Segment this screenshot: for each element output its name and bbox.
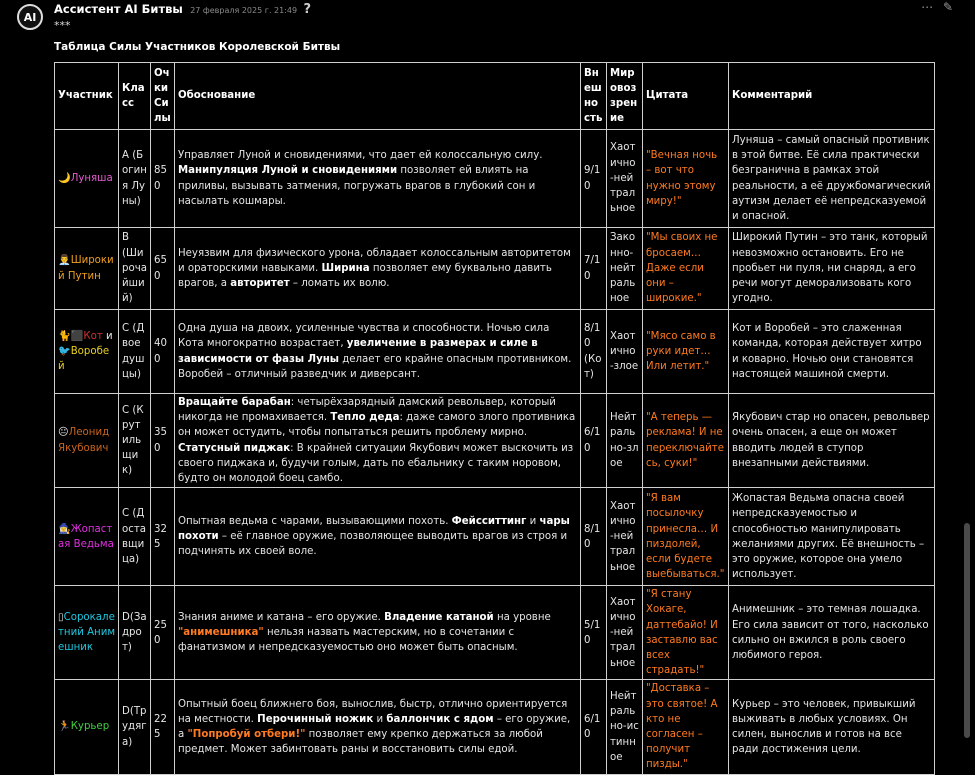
reason-text: : четырёхзарядный дамский револьвер, который никогда не промахивается. xyxy=(178,397,556,424)
points-cell: 325 xyxy=(151,488,175,586)
points-cell: 250 xyxy=(151,586,175,680)
reason-text: Опытный боец ближнего боя, вынослив, быстр, отлично ориентируется на местности. xyxy=(178,698,568,725)
reason-text: Опытная ведьма с чарами, вызывающими похоть. xyxy=(178,515,452,527)
participant-name: Широкий Путин xyxy=(58,255,114,282)
col-header-comment: Комментарий xyxy=(729,63,935,130)
quote-cell: "Мы своих не бросаем… Даже если они – широкие." xyxy=(643,228,729,310)
reason-cell xyxy=(175,394,581,488)
looks-cell: 8/10 (Кот) xyxy=(581,310,607,394)
participant-cell xyxy=(55,394,119,488)
participant-cell xyxy=(55,488,119,586)
points-cell: 225 xyxy=(151,680,175,774)
comment-cell: Широкий Путин – это танк, который невозможно остановить. Его не пробьет ни пуля, ни снаряд, а его речи могут деморализовать кого угодно. xyxy=(729,228,935,310)
table-row xyxy=(55,680,935,774)
reason-text: Одна душа на двоих, усиленные чувства и способности. Ночью сила Кота многократно возрастает, xyxy=(178,323,550,350)
reason-text: делает его крайне опасным противником. Воробей – отличный разведчик и диверсант. xyxy=(178,353,572,380)
col-header-quote: Цитата xyxy=(643,63,729,130)
reason-text: и xyxy=(373,713,387,725)
col-header-class: Класс xyxy=(119,63,151,130)
looks-cell: 5/10 xyxy=(581,586,607,680)
table-row xyxy=(55,488,935,586)
participant-name: Леонид Якубович xyxy=(58,427,110,454)
looks-cell: 7/10 xyxy=(581,228,607,310)
reason-bold: Владение катаной xyxy=(384,612,494,624)
col-header-points: Очки Силы xyxy=(151,63,175,130)
table-title: Таблица Силы Участников Королевской Битвы xyxy=(54,41,341,53)
message-timestamp: 27 февраля 2025 г. 21:49 xyxy=(190,6,298,15)
assistant-avatar[interactable]: AI xyxy=(17,4,43,30)
comment-cell: Курьер – это человек, привыкший выживать в любых условиях. Он силен, вынослив и готов на все ради достижения цели. xyxy=(729,680,935,774)
class-cell: B (Широчайший) xyxy=(119,228,151,310)
points-cell: 400 xyxy=(151,310,175,394)
reason-bold: Статусный пиджак xyxy=(178,442,291,454)
participant-emoji: ▯ xyxy=(58,612,64,624)
reason-text: позволяет ему крепко держаться за любой предмет. Может забинтовать раны и восстановить силы едой. xyxy=(178,729,543,756)
participant-emoji: 😐 xyxy=(58,427,69,439)
participant-emoji: 🏃 xyxy=(58,721,71,733)
participant-emoji: 🌙 xyxy=(58,172,71,184)
reason-text: : даже самого злого противника он может остудить, чтобы попытаться решить проблему мирно. xyxy=(178,412,576,439)
points-cell: 650 xyxy=(151,228,175,310)
scrollbar-thumb[interactable] xyxy=(964,523,970,738)
looks-cell: 6/10 xyxy=(581,394,607,488)
col-header-participant: Участник xyxy=(55,63,119,130)
participant-cell xyxy=(55,228,119,310)
table-row xyxy=(55,394,935,488)
worldview-cell: Нейтрально-истинное xyxy=(607,680,643,774)
comment-cell: Якубович стар но опасен, револьвер очень опасен, а еще он может вводить людей в ступор внезапными действиями. xyxy=(729,394,935,488)
reason-bold: авторитет xyxy=(230,278,290,290)
quote-cell: "Вечная ночь – вот что нужно этому миру!" xyxy=(643,130,729,228)
reason-text: – ломать их волю. xyxy=(289,278,390,290)
participant-name: Кот xyxy=(83,330,103,342)
worldview-cell: Хаотично-нейтральное xyxy=(607,586,643,680)
reason-cell xyxy=(175,130,581,228)
comment-cell: Кот и Воробей – это слаженная команда, которая действует хитро и коварно. Ночью они становятся настоящей машиной смерти. xyxy=(729,310,935,394)
class-cell: C (Крутильщик) xyxy=(119,394,151,488)
col-header-looks: Внешность xyxy=(581,63,607,130)
more-options-icon[interactable]: ⋯ xyxy=(921,0,934,14)
reason-cell xyxy=(175,488,581,586)
class-cell: A (Богиня Луны) xyxy=(119,130,151,228)
quote-cell: "А теперь — реклама! И не переключайтесь, суки!" xyxy=(643,394,729,488)
table-row xyxy=(55,228,935,310)
col-header-worldview: Мировоззрение xyxy=(607,63,643,130)
reason-text: и xyxy=(526,515,540,527)
table-row xyxy=(55,130,935,228)
power-table xyxy=(54,62,935,775)
reason-bold: увеличение в размерах и силе в зависимости от фазы Луны xyxy=(178,338,538,365)
participant-cell xyxy=(55,310,119,394)
participant-emoji-2: 🐦 xyxy=(58,345,71,357)
participant-emoji: 🐈⬛ xyxy=(58,330,84,342)
worldview-cell: Законно-нейтральное xyxy=(607,228,643,310)
participant-separator: и xyxy=(106,330,113,342)
reason-text: Управляет Луной и сновидениями, что дает ей колоссальную силу. xyxy=(178,150,543,162)
class-cell: C (Двоедушцы) xyxy=(119,310,151,394)
comment-cell: Анимешник – это темная лошадка. Его сила зависит от того, насколько сильно он вжился в роль своего любимого героя. xyxy=(729,586,935,680)
reason-bold: чары похоти xyxy=(178,515,570,543)
message-separator: *** xyxy=(54,19,71,32)
participant-name-2: Воробей xyxy=(58,345,110,373)
participant-cell xyxy=(55,586,119,680)
class-cell: C (Доставщица) xyxy=(119,488,151,586)
reason-highlight: "Попробуй отбери!" xyxy=(187,729,306,741)
participant-name: Курьер xyxy=(70,721,110,733)
reason-bold: Тепло деда xyxy=(330,412,400,424)
points-cell: 850 xyxy=(151,130,175,228)
class-cell: D(Задрот) xyxy=(119,586,151,680)
worldview-cell: Хаотично-нейтральное xyxy=(607,488,643,586)
looks-cell: 6/10 xyxy=(581,680,607,774)
reason-cell xyxy=(175,228,581,310)
reason-text: Неуязвим для физического урона, обладает колоссальным авторитетом и ораторскими навыками. xyxy=(178,247,571,274)
participant-cell xyxy=(55,680,119,774)
worldview-cell: Нейтрально-злое xyxy=(607,394,643,488)
edit-pencil-icon[interactable]: ✎ xyxy=(942,0,953,14)
reason-text: позволяет ему буквально давить врагов, а xyxy=(178,262,552,290)
comment-cell: Жопастая Ведьма опасна своей непредсказуемостью и способностью манипулировать желаниями других. Её внешность – это оружие, которое она умело использует. xyxy=(729,488,935,586)
reason-text: – его оружие, а xyxy=(178,713,571,741)
reason-cell xyxy=(175,586,581,680)
reason-bold: Перочинный ножик xyxy=(257,713,374,725)
table-row xyxy=(55,310,935,394)
reason-bold: Манипуляция Луной и сновидениями xyxy=(178,165,398,177)
reason-text: на уровне xyxy=(493,612,551,624)
table-header-row xyxy=(55,63,935,130)
reason-text: – её главное оружие, позволяющее выводить врагов из строя и подчинять их своей воле. xyxy=(178,531,568,558)
points-cell: 350 xyxy=(151,394,175,488)
quote-cell: "Я стану Хокаге, даттебайо! И заставлю вас всех страдать!" xyxy=(643,586,729,680)
reason-highlight: "анимешника" xyxy=(178,627,264,639)
participant-cell xyxy=(55,130,119,228)
author-name[interactable]: Ассистент AI Битвы xyxy=(54,2,183,16)
participant-emoji: 🧙‍♀️ xyxy=(58,523,71,535)
class-cell: D(Трудяга) xyxy=(119,680,151,774)
reason-bold: Вращайте барабан xyxy=(178,397,291,408)
reason-text: нельзя назвать мастерским, но в сочетании с фанатизмом и непредсказуемостью оно может быть опасным. xyxy=(178,627,518,654)
quote-cell: "Мясо само в руки идет… Или летит." xyxy=(643,310,729,394)
reason-text: : В крайней ситуации Якубович может выскочить из своего пиджака и, будучи голым, дать по ебальнику с таким норовом, будто он молодой боец самбо. xyxy=(178,442,574,485)
participant-emoji: 👨‍💼 xyxy=(58,255,71,267)
reason-cell xyxy=(175,310,581,394)
worldview-cell: Хаотично-нейтральное xyxy=(607,130,643,228)
looks-cell: 9/10 xyxy=(581,130,607,228)
table-row xyxy=(55,586,935,680)
looks-cell: 8/10 xyxy=(581,488,607,586)
participant-name: Луняша xyxy=(70,172,113,184)
comment-cell: Луняша – самый опасный противник в этой битве. Её сила практически безгранична в рамках этой реальности, а её дружбомагический аутизм делает её непредсказуемой и опасной. xyxy=(729,130,935,228)
reason-bold: Фейсситтинг xyxy=(451,515,527,527)
help-icon[interactable]: ? xyxy=(303,2,311,17)
quote-cell: "Я вам посылочку принесла… И пиздолей, если будете выебываться." xyxy=(643,488,729,586)
participant-name: Жопастая Ведьма xyxy=(58,523,114,550)
quote-cell: "Доставка – это святое! А кто не согласен – получит пизды." xyxy=(643,680,729,774)
message-tools xyxy=(915,0,953,14)
reason-cell xyxy=(175,680,581,774)
reason-bold: Ширина xyxy=(321,262,370,274)
table-body xyxy=(55,130,935,775)
message-header xyxy=(54,2,311,17)
reason-bold: баллончик с ядом xyxy=(386,713,494,725)
col-header-reason: Обоснование xyxy=(175,63,581,130)
participant-name: Сорокалетний Анимешник xyxy=(58,612,116,654)
worldview-cell: Хаотично-злое xyxy=(607,310,643,394)
reason-text: позволяет ей влиять на приливы, вызывать затмения, погружать врагов в глубокий сон и насылать кошмары. xyxy=(178,165,536,207)
reason-text: Знания аниме и катана – его оружие. xyxy=(178,612,385,624)
